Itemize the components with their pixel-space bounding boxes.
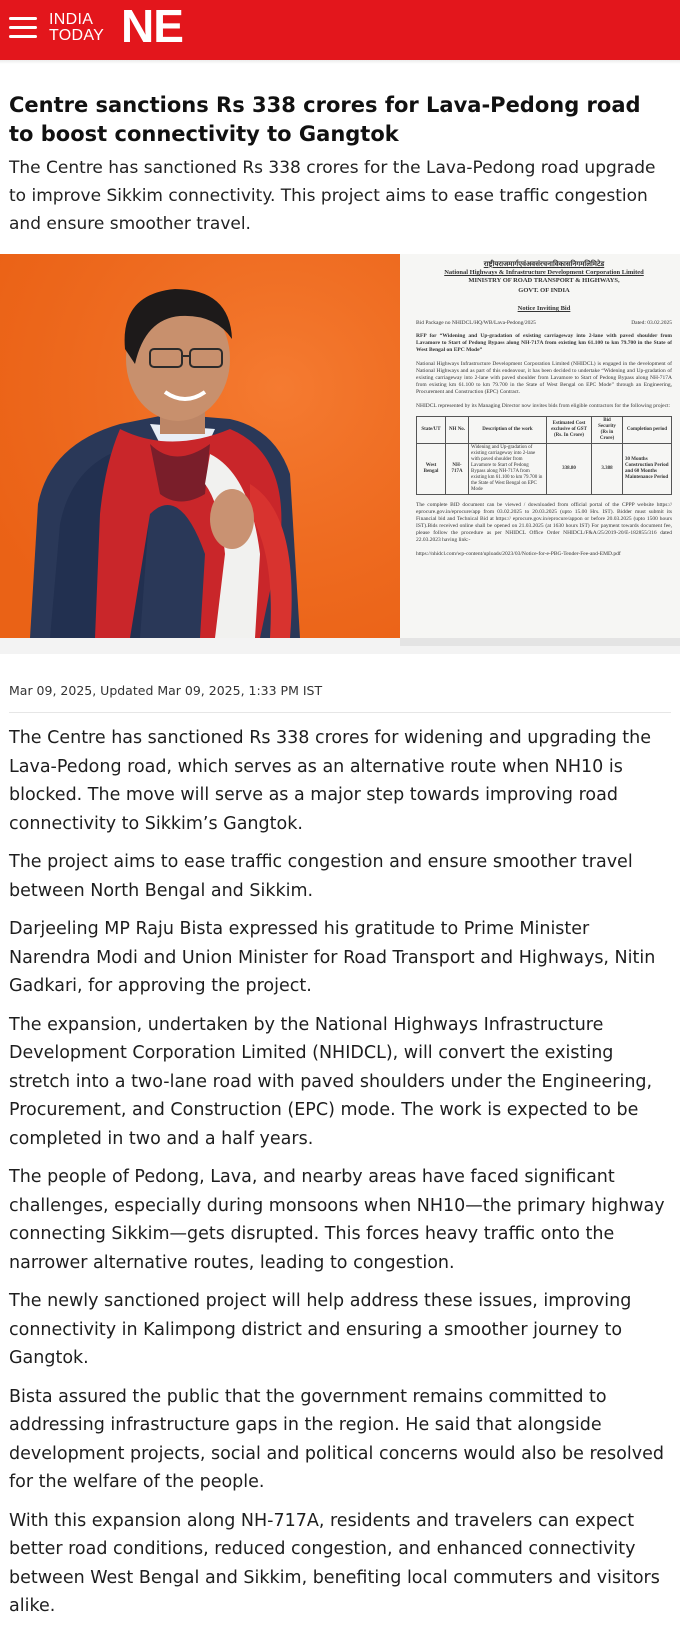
doc-th: Completion period <box>623 417 672 444</box>
doc-bid-package: Bid Package no NHIDCL/HQ/WB/Lava-Pedong/2025 <box>416 320 536 326</box>
doc-th: Description of the work <box>469 417 547 444</box>
portrait-photo <box>0 254 400 638</box>
hamburger-menu-icon[interactable] <box>9 17 37 39</box>
article-body <box>9 724 669 1631</box>
article-paragraph: The people of Pedong, Lava, and nearby areas have faced significant challenges, especially during monsoons when NH10—the primary highway connecting Sikkim—gets disrupted. This forces heavy traffic onto the narrower alternative routes, leading to congestion. <box>9 1167 665 1273</box>
article-paragraph: The expansion, undertaken by the National Highways Infrastructure Development Corporation Limited (NHIDCL), will convert the existing stretch into a two-lane road with paved shoulders under the Engineering, Procurement, and Construction (EPC) mode. The work is expected to be completed in two and a half years. <box>9 1014 653 1149</box>
doc-corporation-name: National Highways & Infrastructure Development Corporation Limited <box>444 269 644 276</box>
doc-td: 3.388 <box>592 444 623 495</box>
doc-th: Estimated Cost exclusive of GST (Rs. In Crore) <box>547 417 592 444</box>
doc-hindi-title: राष्ट्रीयराजमार्गएवंअवसंरचनाविकासनिगमलिमिटेड <box>483 260 605 268</box>
doc-para-2: NHIDCL represented by its Managing Director now invites bids from eligible contractors for the following project: <box>416 403 671 409</box>
doc-govt: GOVT. OF INDIA <box>518 287 570 294</box>
logo-text-india-today: INDIA TODAY <box>49 11 105 44</box>
article-summary: The Centre has sanctioned Rs 338 crores for the Lava-Pedong road upgrade to improve Sikkim connectivity. This project aims to ease traffic congestion and ensure smoother travel. <box>9 158 656 234</box>
article-headline: Centre sanctions Rs 338 crores for Lava-Pedong road to boost connectivity to Gangtok <box>9 93 641 146</box>
header-shadow <box>0 60 680 64</box>
hero-image <box>0 254 680 654</box>
site-logo[interactable] <box>49 0 199 52</box>
doc-table <box>416 416 672 495</box>
article-paragraph: Darjeeling MP Raju Bista expressed his gratitude to Prime Minister Narendra Modi and Union Minister for Road Transport and Highways, Nitin Gadkari, for approving the project. <box>9 919 656 996</box>
doc-ministry: MINISTRY OF ROAD TRANSPORT & HIGHWAYS, <box>468 277 620 284</box>
article-paragraph: The Centre has sanctioned Rs 338 crores for widening and upgrading the Lava-Pedong road, which serves as an alternative route when NH10 is blocked. The move will serve as a major step towards improving road connectivity to Sikkim’s Gangtok. <box>9 728 651 834</box>
doc-table-header <box>417 417 672 444</box>
portrait-illustration <box>0 254 400 638</box>
doc-table-row <box>417 444 672 495</box>
doc-th: Bid Security (Rs in Crore) <box>592 417 623 444</box>
doc-td: 338.80 <box>547 444 592 495</box>
article-paragraph: The newly sanctioned project will help address these issues, improving connectivity in Kalimpong district and ensuring a smoother journey to Gangtok. <box>9 1291 632 1368</box>
doc-para-3: The complete BID document can be viewed / downloaded from official portal of the CPPP website https:// eprocure.gov.in/eprocure/app from 03.02.2025 to 20.03.2025 (upto 15.00 Hrs. IST). Bidder must submit its Financial bid and Technical Bid at https:// eprocure.gov.in/eprocure/appon or before 20.03.2025 (upto 1500 hours IST).Bids received online shall be opened on 21.03.2025 (at 1630 hours IST) For payment towards document fee, please follow the procedure as per NHIDCL Office Order NHIDCL/F&A/25/2019-20/E-182855/316 dated 22.03.2023 having link:- <box>416 502 672 543</box>
article-paragraph: The project aims to ease traffic congestion and ensure smoother travel between North Bengal and Sikkim. <box>9 852 633 901</box>
doc-td: 30 Months Construction Period and 60 Months Maintenance Period <box>623 444 672 495</box>
image-scrollbar <box>400 638 680 646</box>
doc-bid-row <box>416 320 672 326</box>
tender-notice-document <box>400 254 680 638</box>
article-paragraph: Bista assured the public that the government remains committed to addressing infrastructure gaps in the region. He said that alongside development projects, social and political concerns would also be resolved for the welfare of the people. <box>9 1386 664 1492</box>
doc-td: Widening and Up-gradation of existing carriageway into 2-lane with paved shoulder from Lavamore to Start of Pedong Bypass along NH-717A from existing km 61.100 to km 79.700 in the State of West Bengal on EPC Mode <box>469 444 547 495</box>
doc-dated: Dated: 03.02.2025 <box>631 320 672 326</box>
doc-th: State/UT <box>417 417 446 444</box>
doc-para-1: National Highways Infrastructure Development Corporation Limited (NHIDCL) is engaged in the development of National Highways and as part of this endeavour, it has been decided to undertake “Widening and Up-gradation of existing carriageway into 2-lane with paved shoulder from Lavamore to Start of Pedong Bypass along NH-717A from existing km 61.100 to km 79.700 in the State of West Bengal on EPC Mode” through an Engineering, Procurement and Construction (EPC) Contract. <box>416 361 672 395</box>
site-header <box>0 0 680 60</box>
doc-td: West Bengal <box>417 444 446 495</box>
article-paragraph: With this expansion along NH-717A, residents and travelers can expect better road conditions, reduced congestion, and enhanced connectivity between West Bengal and Sikkim, benefiting local commuters and visitors alike. <box>9 1510 660 1616</box>
doc-th: NH No. <box>446 417 469 444</box>
doc-rfp: RFP for “Widening and Up-gradation of existing carriageway into 2-lane with paved shoulder from Lavamore to Start of Pedong Bypass along NH-717A from existing km 61.100 to km 79.700 in the State of West Bengal on EPC Mode” <box>416 333 672 353</box>
doc-link: https://nhidcl.com/wp-content/uploads/2023/03/Notice-for-e-PBG-Tender-Fee-and-EMD.pdf <box>416 551 621 557</box>
doc-td: NH-717A <box>446 444 469 495</box>
article-dateline: Mar 09, 2025, Updated Mar 09, 2025, 1:33 PM IST <box>9 683 323 698</box>
doc-notice-title: Notice Inviting Bid <box>517 305 571 312</box>
logo-text-ne: NE <box>121 0 183 52</box>
dateline-divider <box>9 712 671 713</box>
